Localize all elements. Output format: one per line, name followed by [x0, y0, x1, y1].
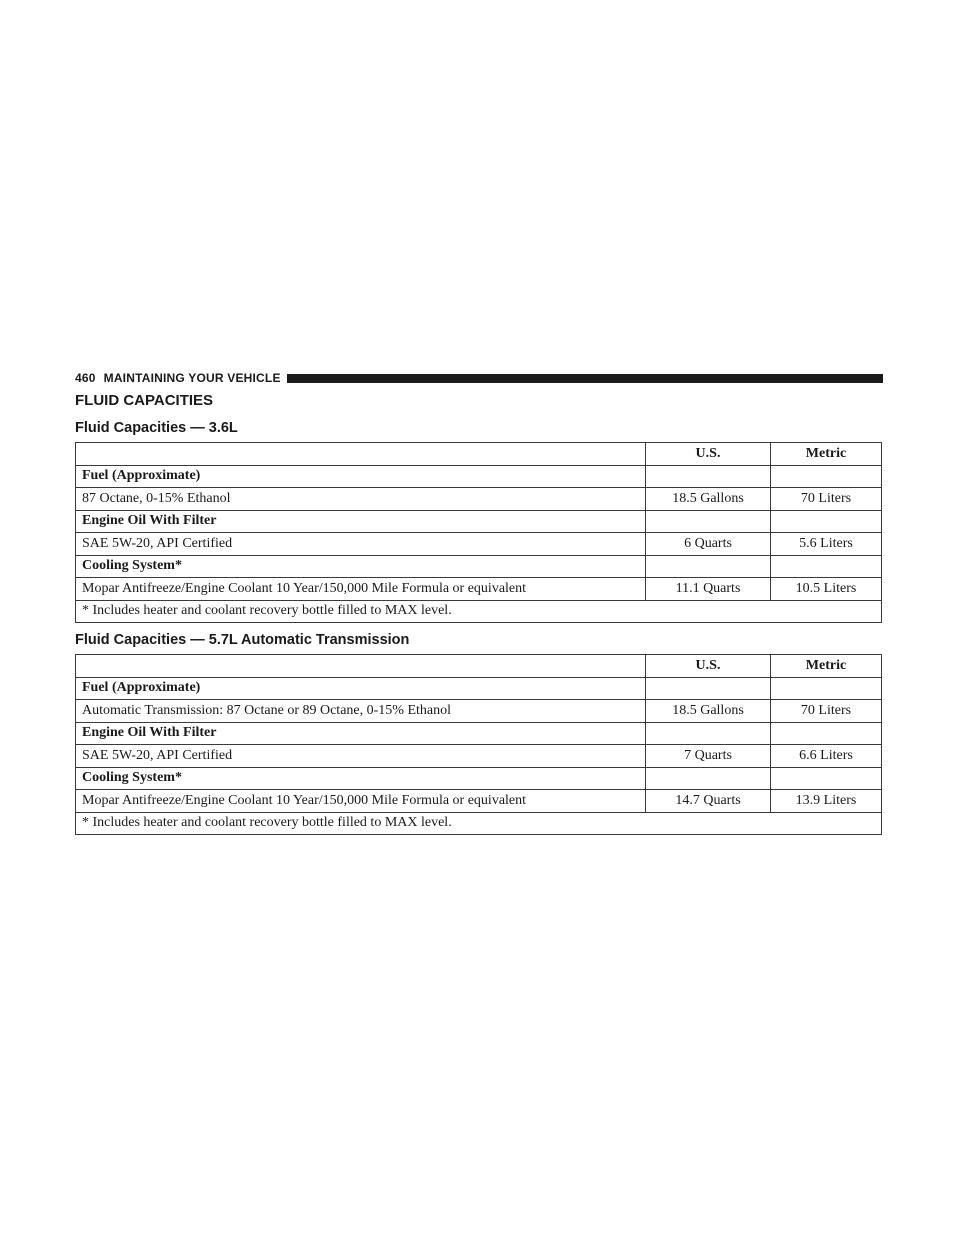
- metric-value: [771, 767, 882, 790]
- us-value: [646, 465, 771, 488]
- us-value: [646, 722, 771, 745]
- us-value: 18.5 Gallons: [646, 700, 771, 723]
- footnote-row: [76, 812, 882, 835]
- page-number: 460: [75, 371, 96, 385]
- column-header-metric: Metric: [771, 443, 882, 466]
- us-value: [646, 677, 771, 700]
- us-value: [646, 510, 771, 533]
- table-row: [76, 488, 882, 511]
- row-label: Mopar Antifreeze/Engine Coolant 10 Year/150,000 Mile Formula or equivalent: [76, 578, 646, 601]
- table-heading-5-7l: Fluid Capacities — 5.7L Automatic Transmission: [75, 632, 410, 648]
- table-row: [76, 510, 882, 533]
- fluid-table-3-6l: [75, 442, 882, 623]
- us-value: [646, 767, 771, 790]
- page-title: FLUID CAPACITIES: [75, 392, 214, 409]
- us-value: [646, 555, 771, 578]
- metric-value: [771, 510, 882, 533]
- us-value: 18.5 Gallons: [646, 488, 771, 511]
- row-label: Automatic Transmission: 87 Octane or 89 Octane, 0-15% Ethanol: [76, 700, 646, 723]
- table-row: [76, 745, 882, 768]
- table-header-row: [76, 655, 882, 678]
- fluid-table-5-7l: [75, 654, 882, 835]
- row-label: SAE 5W-20, API Certified: [76, 745, 646, 768]
- table-row: [76, 465, 882, 488]
- row-label: Fuel (Approximate): [76, 677, 646, 700]
- table-heading-3-6l: Fluid Capacities — 3.6L: [75, 420, 238, 436]
- row-label: SAE 5W-20, API Certified: [76, 533, 646, 556]
- row-label: Cooling System*: [76, 555, 646, 578]
- metric-value: [771, 555, 882, 578]
- section-title: MAINTAINING YOUR VEHICLE: [103, 371, 281, 385]
- header-rule: [287, 374, 883, 383]
- us-value: 6 Quarts: [646, 533, 771, 556]
- table-row: [76, 722, 882, 745]
- metric-value: 70 Liters: [771, 488, 882, 511]
- running-header: [75, 371, 883, 385]
- table-row: [76, 555, 882, 578]
- row-label: Cooling System*: [76, 767, 646, 790]
- us-value: 11.1 Quarts: [646, 578, 771, 601]
- table-row: [76, 700, 882, 723]
- metric-value: 10.5 Liters: [771, 578, 882, 601]
- column-header-metric: Metric: [771, 655, 882, 678]
- metric-value: [771, 677, 882, 700]
- table-row: [76, 767, 882, 790]
- row-label: 87 Octane, 0-15% Ethanol: [76, 488, 646, 511]
- table-header-row: [76, 443, 882, 466]
- column-header-item: [76, 443, 646, 466]
- table-row: [76, 677, 882, 700]
- metric-value: 5.6 Liters: [771, 533, 882, 556]
- row-label: Fuel (Approximate): [76, 465, 646, 488]
- row-label: Engine Oil With Filter: [76, 510, 646, 533]
- footnote: * Includes heater and coolant recovery bottle filled to MAX level.: [76, 812, 882, 835]
- metric-value: [771, 722, 882, 745]
- column-header-us: U.S.: [646, 655, 771, 678]
- us-value: 14.7 Quarts: [646, 790, 771, 813]
- row-label: Mopar Antifreeze/Engine Coolant 10 Year/150,000 Mile Formula or equivalent: [76, 790, 646, 813]
- metric-value: 6.6 Liters: [771, 745, 882, 768]
- metric-value: 13.9 Liters: [771, 790, 882, 813]
- row-label: Engine Oil With Filter: [76, 722, 646, 745]
- metric-value: [771, 465, 882, 488]
- us-value: 7 Quarts: [646, 745, 771, 768]
- footnote-row: [76, 600, 882, 623]
- table-row: [76, 533, 882, 556]
- metric-value: 70 Liters: [771, 700, 882, 723]
- column-header-item: [76, 655, 646, 678]
- table-row: [76, 578, 882, 601]
- column-header-us: U.S.: [646, 443, 771, 466]
- footnote: * Includes heater and coolant recovery bottle filled to MAX level.: [76, 600, 882, 623]
- table-row: [76, 790, 882, 813]
